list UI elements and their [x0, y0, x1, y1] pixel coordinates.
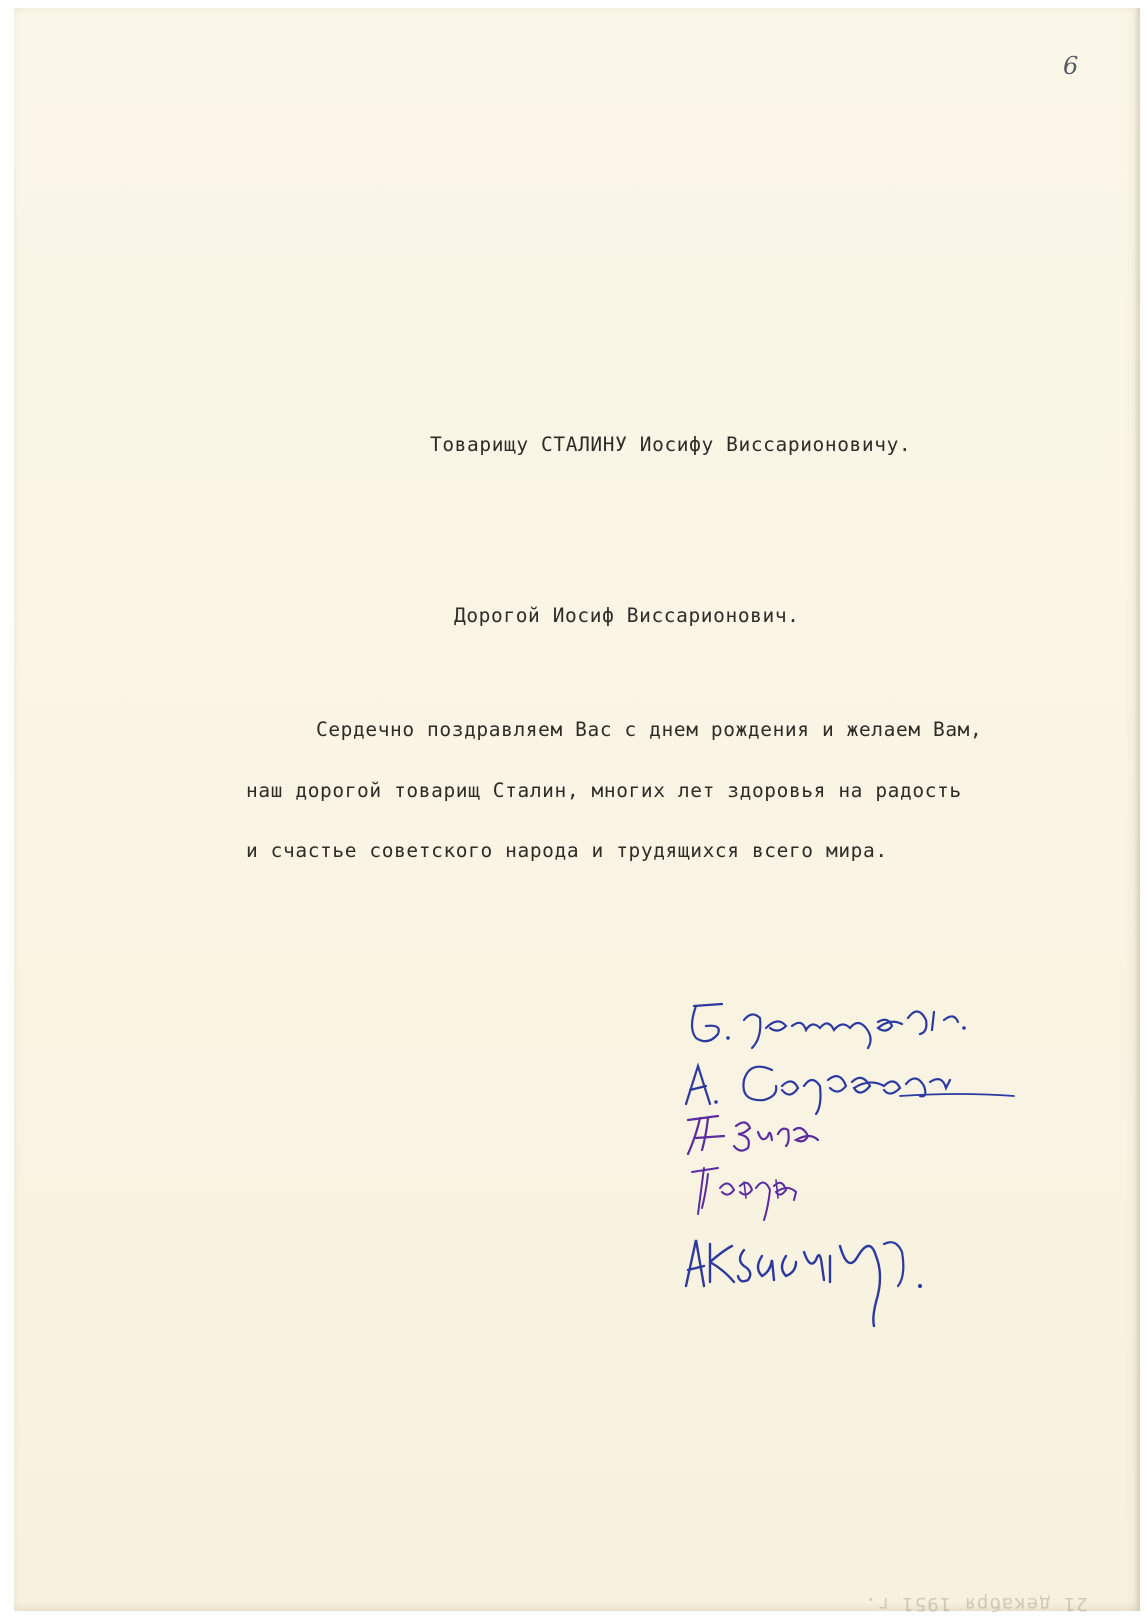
- page-edge-shadow: [1134, 8, 1140, 1611]
- date-stamp-bleedthrough: 21 декабря 1951 г.: [864, 1593, 1088, 1615]
- signature-4: [684, 1158, 814, 1228]
- body-line-2: наш дорогой товарищ Сталин, многих лет здоровья на радость: [246, 779, 962, 802]
- addressee-line: Товарищу СТАЛИНУ Иосифу Виссарионовичу.: [430, 433, 912, 456]
- salutation-line: Дорогой Иосиф Виссарионович.: [454, 604, 800, 627]
- body-line-1: Сердечно поздравляем Вас с днем рождения и желаем Вам,: [316, 718, 983, 741]
- document-page: [14, 8, 1140, 1615]
- signature-3: [678, 1106, 838, 1166]
- signature-1: [682, 998, 982, 1058]
- page-number: 6: [1063, 52, 1079, 80]
- signature-5: [670, 1226, 950, 1346]
- body-line-3: и счастье советского народа и трудящихся всего мира.: [246, 839, 888, 862]
